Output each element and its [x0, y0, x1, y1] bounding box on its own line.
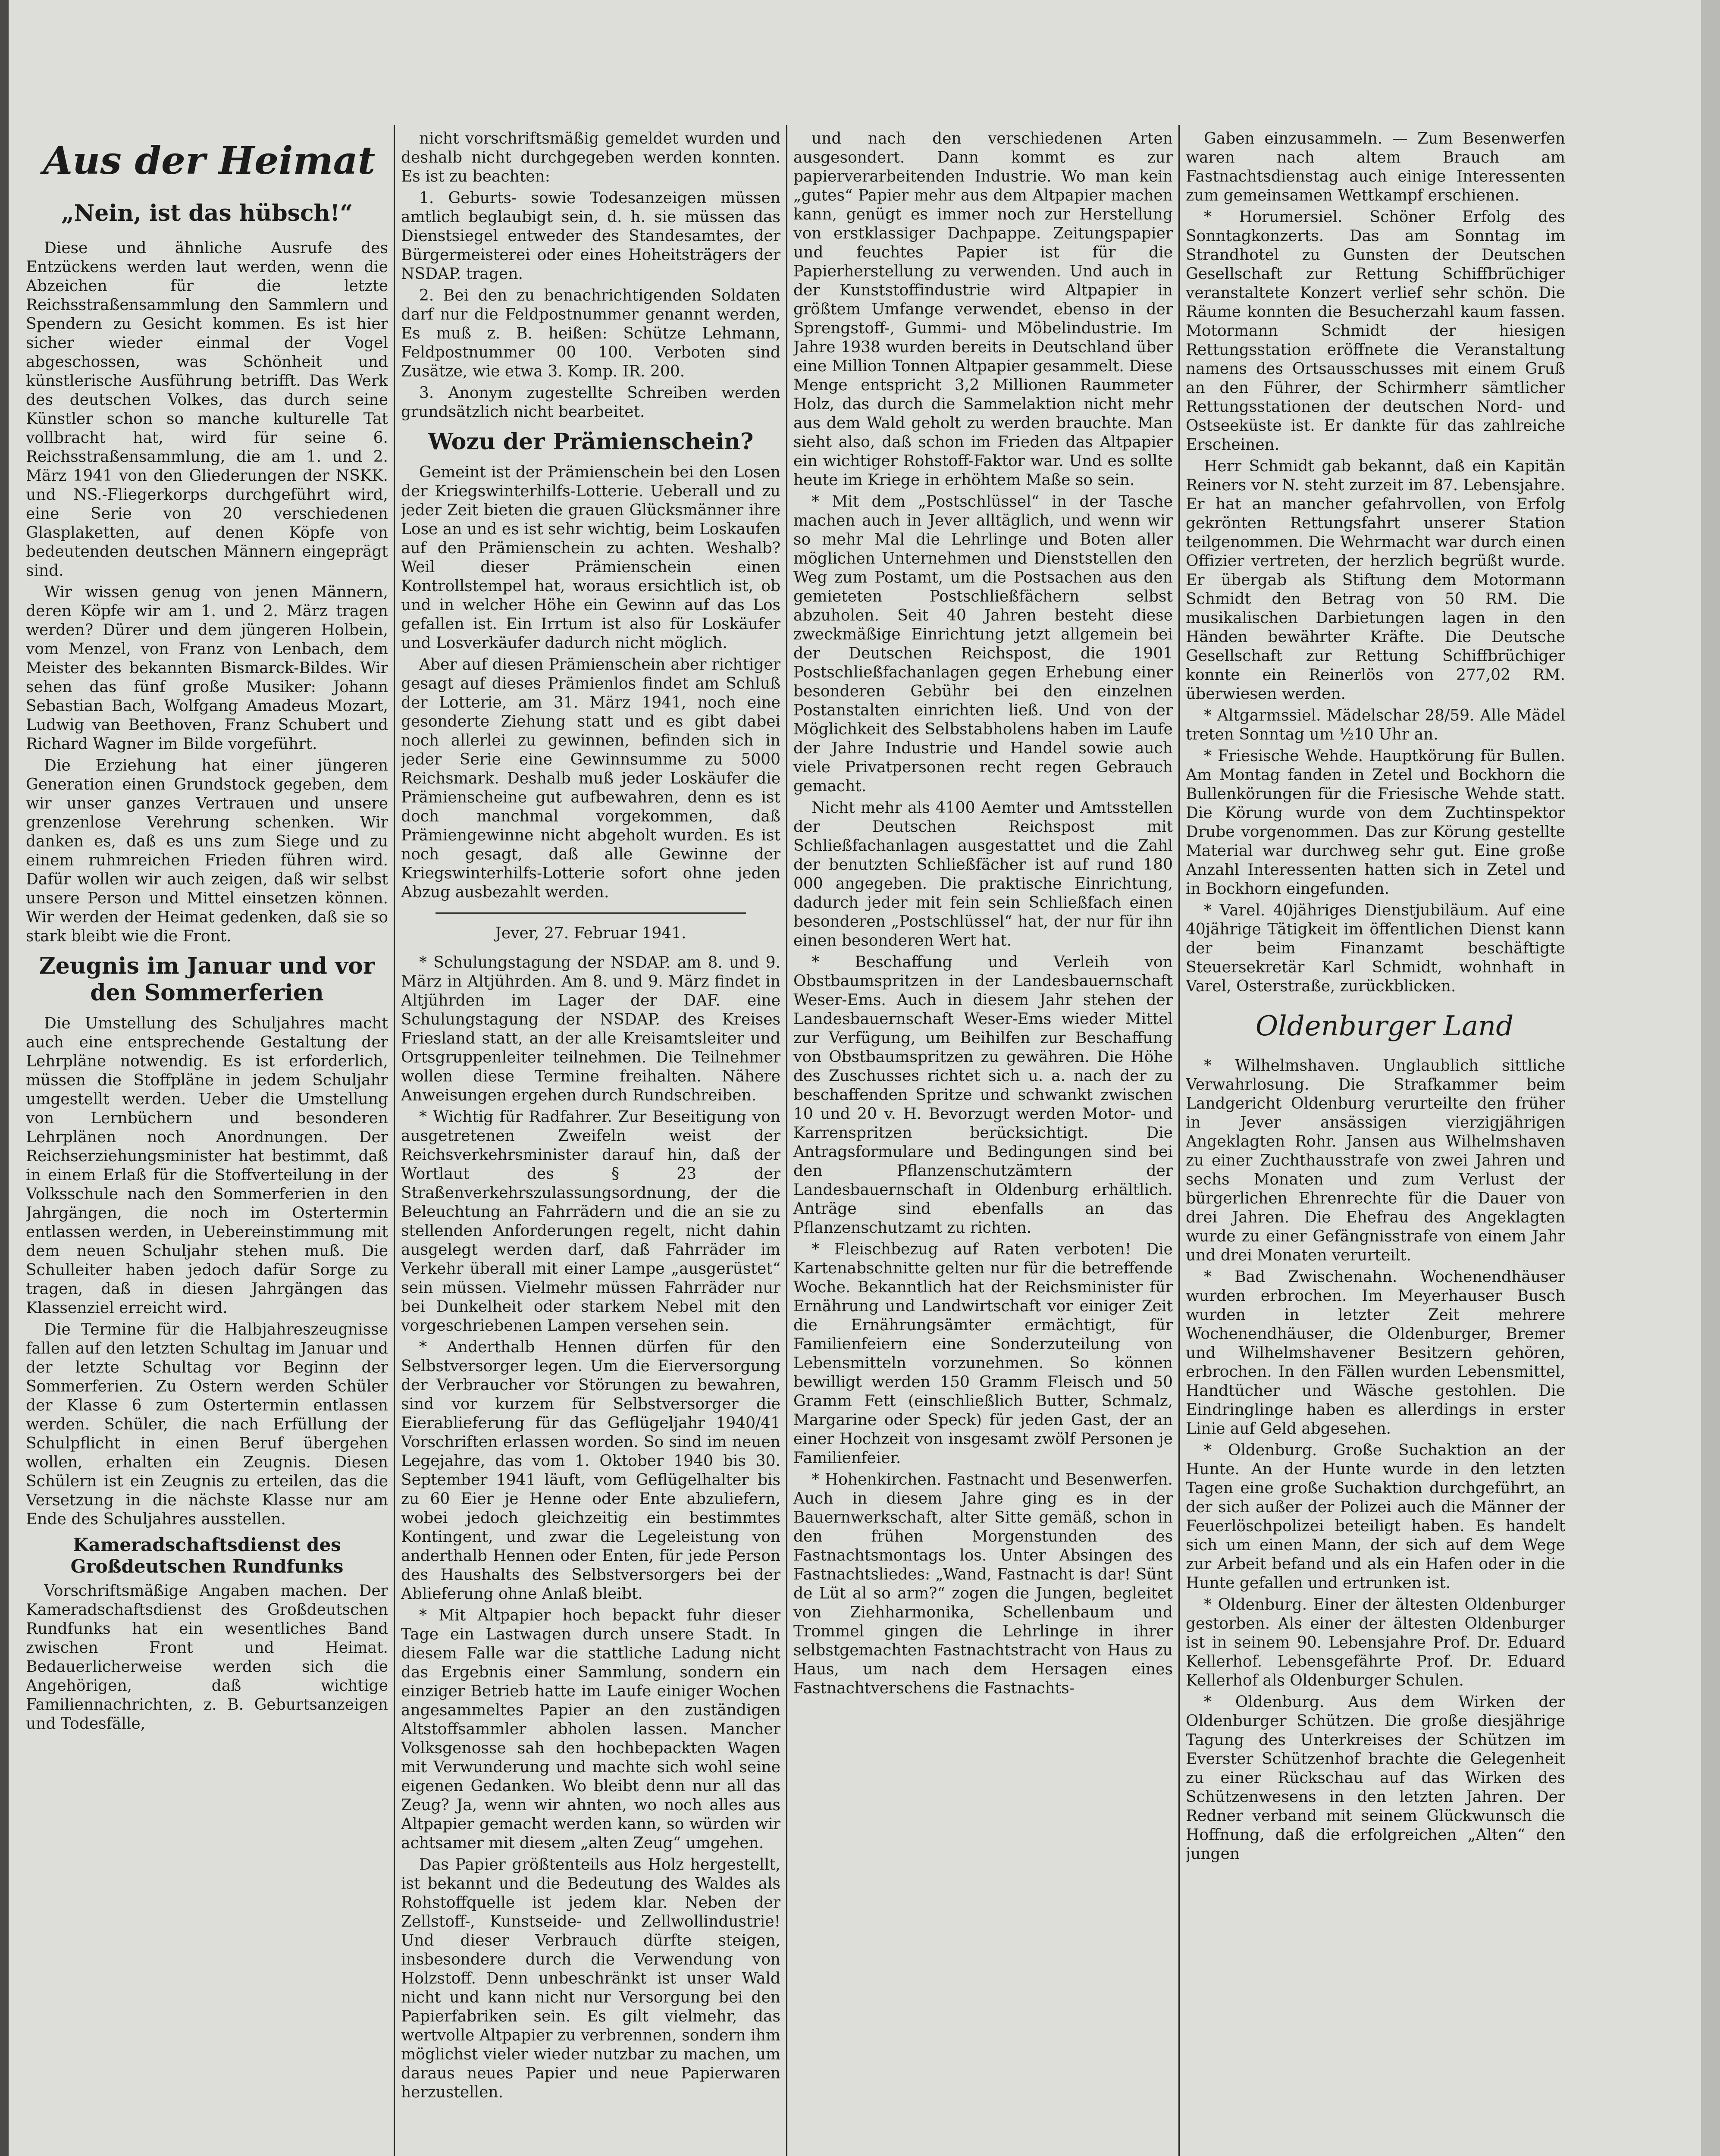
paragraph: * Wichtig für Radfahrer. Zur Beseitigung von ausgetretenen Zweifeln weist der Reichsverkehrsminister darauf hin, daß der Wortlaut des § 23 der Straßenverkehrszulassungsordnung, der die Beleuchtung an Fahrrädern und die an sie zu stellenden Anforderungen regelt, nicht dahin ausgelegt werden darf, daß Fahrräder im Verkehr überall mit einer Lampe „ausgerüstet“ sein müssen. Vielmehr müssen Fahrräder nur bei Dunkelheit oder starkem Nebel mit den vorgeschriebenen Lampen versehen sein.: [401, 1108, 780, 1335]
paragraph: 2. Bei den zu benachrichtigenden Soldaten darf nur die Feldpostnummer genannt werden, Es muß z. B. heißen: Schütze Lehmann, Feldpostnummer 00 100. Verboten sind Zusätze, wie etwa 3. Komp. IR. 200.: [401, 287, 780, 380]
article-title: Kameradschaftsdienst des Großdeutschen Rundfunks: [70, 1534, 344, 1577]
paragraph: * Mit Altpapier hoch bepackt fuhr dieser Tage ein Lastwagen durch unsere Stadt. In diesem Falle war die stattliche Ladung nicht das Ergebnis einer Sammlung, sondern ein einziger Betrieb hatte im Laufe einiger Wochen angesammeltes Papier an den zuständigen Altstoffsammler abholen lassen. Mancher Volksgenosse sah den hochbepackten Wagen mit Verwunderung und machte sich wohl seine eigenen Gedanken. Wo bleibt denn nur all das Zeug? Ja, wenn wir ahnten, wo noch alles aus Altpapier gemacht werden kann, so würden wir achtsamer mit diesem „alten Zeug“ umgehen.: [401, 1607, 780, 1852]
paragraph: * Schulungstagung der NSDAP. am 8. und 9. März in Altjührden. Am 8. und 9. März findet in Altjührden im Lager der DAF. eine Schulungstagung der NSDAP. des Kreises Friesland statt, an der alle Kreisamtsleiter und Ortsgruppenleiter teilnehmen. Die Teilnehmer wollen diese Termine freihalten. Nähere Anweisungen ergehen durch Rundschreiben.: [401, 954, 780, 1104]
newspaper-page: [9, 0, 1701, 2156]
paragraph: * Wilhelmshaven. Unglaublich sittliche Verwahrlosung. Die Strafkammer beim Landgericht Oldenburg verurteilte den früher in Jever ansässigen vierzigjährigen Angeklagten Rohr. Jansen aus Wilhelmshaven zu einer Zuchthausstrafe von zwei Jahren und sechs Monaten und zum Verlust der bürgerlichen Ehrenrechte für die Dauer von drei Jahren. Die Ehefrau des Angeklagten wurde zu einer Gefängnisstrafe von einem Jahr und drei Monaten verurteilt.: [1186, 1057, 1565, 1264]
paragraph: nicht vorschriftsmäßig gemeldet wurden und deshalb nicht durchgegeben werden konnten. Es ist zu beachten:: [401, 130, 780, 185]
paragraph: Herr Schmidt gab bekannt, daß ein Kapitän Reiners vor N. steht zurzeit im 87. Lebensjahre. Er hat an mancher gefahrvollen, von Erfolg gekrönten Rettungsfahrt unserer Station teilgenommen. Die Wehrmacht war durch einen Offizier vertreten, der herzlich begrüßt wurde. Er übergab als Stiftung dem Motormann Schmidt den Betrag von 50 RM. Die musikalischen Darbietungen lagen in den Händen bewährter Kräfte. Die Deutsche Gesellschaft zur Rettung Schiffbrüchiger konnte ein Reinerlös von 277,02 RM. überwiesen werden.: [1186, 458, 1565, 703]
divider: [435, 912, 746, 914]
paragraph: Das Papier größtenteils aus Holz hergestellt, ist bekannt und die Bedeutung des Waldes als Rohstoffquelle ist jedem klar. Neben der Zellstoff-, Kunstseide- und Zellwollindustrie! Und dieser Verbrauch dürfte steigen, insbesondere durch die Verwendung von Holzstoff. Denn unbeschränkt ist unser Wald nicht und kann nicht nur Versorgung bei den Papierfabriken sein. Es gilt vielmehr, das wertvolle Altpapier zu verbrennen, sondern ihm möglichst vieler wieder nutzbar zu machen, um daraus neues Papier und neue Papierwaren herzustellen.: [401, 1856, 780, 2101]
paragraph: Die Umstellung des Schuljahres macht auch eine entsprechende Gestaltung der Lehrpläne notwendig. Es ist erforderlich, müssen die Stoffpläne in jedem Schuljahr umgestellt werden. Ueber die Umstellung von Lernbüchern und besonderen Lehrplänen noch Anordnungen. Der Reichserziehungsminister hat bestimmt, daß in einem Erlaß für die Stoffverteilung in der Volksschule nach den Sommerferien in den Jahrgängen, die noch im Ostertermin entlassen werden, in Uebereinstimmung mit dem neuen Schuljahr stehen muß. Die Schulleiter haben jedoch dafür Sorge zu tragen, daß in diesen Jahrgängen das Klassenziel erreicht wird.: [26, 1015, 388, 1317]
paragraph: Nicht mehr als 4100 Aemter und Amtsstellen der Deutschen Reichspost mit Schließfachanlagen ausgestattet und die Zahl der benutzten Schließfächer ist auf rund 180 000 angegeben. Die praktische Einrichtung, dadurch jeder mit fein sein Schließfach einen besonderen „Postschlüssel“ hat, der nur für ihn einen besonderen Wert hat.: [793, 799, 1173, 950]
column-1: [26, 129, 388, 2156]
article-title: „Nein, ist das hübsch!“: [61, 200, 353, 226]
paragraph: * Fleischbezug auf Raten verboten! Die Kartenabschnitte gelten nur für die betreffende Woche. Bekanntlich hat der Reichsminister für Ernährung und Landwirtschaft vor einiger Zeit die Ernährungsämter ermächtigt, für Familienfeiern eine Sonderzuteilung von Lebensmitteln vorzunehmen. So können bewilligt werden 150 Gramm Fleisch und 50 Gramm Fett (einschließlich Butter, Schmalz, Margarine oder Speck) für jeden Gast, der an einer Hochzeit von insgesamt zwölf Personen je Familienfeier.: [793, 1241, 1173, 1467]
column-4: [1186, 129, 1565, 2156]
paragraph: * Varel. 40jähriges Dienstjubiläum. Auf eine 40jährige Tätigkeit im öffentlichen Dienst kann der beim Finanzamt beschäftigte Steuersekretär Karl Schmidt, wohnhaft in Varel, Osterstraße, zurückblicken.: [1186, 902, 1565, 995]
paragraph: Die Erziehung hat einer jüngeren Generation einen Grundstock gegeben, dem wir unser ganzes Vertrauen und unsere grenzenlose Verehrung schenken. Wir danken es, daß es uns zum Siege und zu einem ruhmreichen Frieden führen wird. Dafür wollen wir auch zeigen, daß wir selbst unsere Person und Mittel einsetzen können. Wir werden der Heimat gedenken, daß sie so stark bleibt wie die Front.: [26, 757, 388, 945]
paragraph: * Oldenburg. Große Suchaktion an der Hunte. An der Hunte wurde in den letzten Tagen eine große Suchaktion durchgeführt, an der sich außer der Polizei auch die Männer der Feuerlöschpolizei beteiligt haben. Es handelt sich um einen Mann, der sich auf dem Wege zur Arbeit befand und als ein Hafen oder in die Hunte gefallen und ertrunken ist.: [1186, 1442, 1565, 1592]
paragraph: * Anderthalb Hennen dürfen für den Selbstversorger legen. Um die Eierversorgung der Verbraucher vor Störungen zu bewahren, sind vor kurzem für Selbstversorger die Eierablieferung für das Geflügeljahr 1940/41 Vorschriften erlassen worden. So sind im neuen Legejahre, das vom 1. Oktober 1940 bis 30. September 1941 läuft, vom Geflügelhalter bis zu 60 Eier je Henne oder Ente abzuliefern, wobei jedoch gleichzeitig ein bestimmtes Kontingent, und zwar die Legeleistung von anderthalb Hennen oder Enten, für jede Person des Haushalts des Selbstversorgers bei der Ablieferung ohne Anlaß bleibt.: [401, 1338, 780, 1603]
dateline: Jever, 27. Februar 1941.: [495, 924, 686, 942]
paragraph: Die Termine für die Halbjahreszeugnisse fallen auf den letzten Schultag im Januar und der letzte Schultag vor Beginn der Sommerferien. Zu Ostern werden Schüler der Klasse 6 zum Ostertermin entlassen werden. Schüler, die nach Erfüllung der Schulpflicht in einen Beruf übergehen wollen, erhalten ein Zeugnis. Diesen Schülern ist ein Zeugnis zu erteilen, das die Versetzung in die nächste Klasse nur am Ende des Schuljahres ausstellen.: [26, 1321, 388, 1528]
column-rule: [1178, 125, 1180, 2156]
paragraph: * Bad Zwischenahn. Wochenendhäuser wurden erbrochen. Im Meyerhauser Busch wurden in letzter Zeit mehrere Wochenendhäuser, die Oldenburger, Bremer und Wilhelmshavener Besitzern gehören, erbrochen. In den Fällen wurden Lebensmittel, Handtücher und Wäsche gestohlen. Die Eindringlinge haben es allerdings in erster Linie auf Geld abgesehen.: [1186, 1268, 1565, 1438]
paragraph: * Mit dem „Postschlüssel“ in der Tasche machen auch in Jever alltäglich, und wenn wir so mehr Mal die Lehrlinge und Boten aller möglichen Unternehmen und Dienststellen den Weg zum Postamt, um die Postsachen aus den gemieteten Postschließfächern selbst abzuholen. Seit 40 Jahren besteht diese zweckmäßige Einrichtung jetzt allgemein bei der Deutschen Reichspost, die 1901 Postschließfachanlagen gegen Erhebung einer besonderen Gebühr bei den einzelnen Postanstalten einrichten ließ. Und von der Möglichkeit des Selbstabholens haben im Laufe der Jahre Industrie und Handel sowie auch viele Privatpersonen recht regen Gebrauch gemacht.: [793, 493, 1173, 795]
paragraph: Aber auf diesen Prämienschein aber richtiger gesagt auf dieses Prämienlos findet am Schluß der Lotterie, am 31. März 1941, noch eine gesonderte Ziehung statt und es gibt dabei noch allerlei zu gewinnen, befinden sich in jeder Serie eine Gewinnsumme zu 5000 Reichsmark. Deshalb muß jeder Loskäufer die Prämienscheine gut aufbewahren, denn es ist doch manchmal vorgekommen, daß Prämiengewinne nicht abgeholt wurden. Es ist noch gesagt, daß alle Gewinne der Kriegswinterhilfs-Lotterie sofort ohne jeden Abzug ausbezahlt werden.: [401, 656, 780, 901]
paragraph: 3. Anonym zugestellte Schreiben werden grundsätzlich nicht bearbeitet.: [401, 384, 780, 421]
column-2: [401, 129, 780, 2156]
paragraph: Gaben einzusammeln. — Zum Besenwerfen waren nach altem Brauch am Fastnachtsdienstag auch einige Interessenten zum gemeinsamen Wettkampf erschienen.: [1186, 130, 1565, 204]
article-title: Zeugnis im Januar und vor den Sommerferien: [39, 953, 375, 1006]
paragraph: * Hohenkirchen. Fastnacht und Besenwerfen. Auch in diesem Jahre ging es in der Bauernwerkschaft, alter Sitte gemäß, schon in den frühen Morgenstunden des Fastnachtsmontags los. Unter Absingen des Fastnachtsliedes: „Wand, Fastnacht is dar! Sünt de Lüt al so arm?“ zogen die Jungen, begleitet von Ziehharmonika, Schellenbaum und Trommel gingen die Lehrlinge in ihrer selbstgemachten Fastnachtstracht von Haus zu Haus, um nach dem Hersagen eines Fastnachtverschens die Fastnachts-: [793, 1471, 1173, 1697]
paragraph: * Altgarmssiel. Mädelschar 28/59. Alle Mädel treten Sonntag um ½10 Uhr an.: [1186, 707, 1565, 743]
paragraph: * Beschaffung und Verleih von Obstbaumspritzen in der Landesbauernschaft Weser-Ems. Auch in diesem Jahr stehen der Landesbauernschaft Weser-Ems wieder Mittel zur Verfügung, um Beihilfen zur Beschaffung von Obstbaumspritzen zu gewähren. Die Höhe des Zuschusses richtet sich u. a. nach der zu beschaffenden Spritze und schwankt zwischen 10 und 20 v. H. Bevorzugt werden Motor- und Karrenspritzen berücksichtigt. Die Antragsformulare und Bedingungen sind bei den Pflanzenschutzämtern der Landesbauernschaft in Oldenburg erhältlich. Anträge sind ebenfalls an das Pflanzenschutzamt zu richten.: [793, 953, 1173, 1237]
paragraph: Vorschriftsmäßige Angaben machen. Der Kameradschaftsdienst des Großdeutschen Rundfunks hat ein wesentliches Band zwischen Front und Heimat. Bedauerlicherweise werden sich die Angehörigen, daß wichtige Familiennachrichten, z. B. Geburtsanzeigen und Todesfälle,: [26, 1582, 388, 1733]
section-heading: Aus der Heimat: [43, 138, 376, 183]
column-rule: [786, 125, 787, 2156]
paragraph: Wir wissen genug von jenen Männern, deren Köpfe wir am 1. und 2. März tragen werden? Dürer und dem jüngeren Holbein, vom Menzel, von Franz von Lenbach, dem Meister des bekannten Bismarck-Bildes. Wir sehen das fünf große Musiker: Johann Sebastian Bach, Wolfgang Amadeus Mozart, Ludwig van Beethoven, Franz Schubert und Richard Wagner im Bilde vorgeführt.: [26, 583, 388, 753]
paragraph: * Horumersiel. Schöner Erfolg des Sonntagkonzerts. Das am Sonntag im Strandhotel zu Gunsten der Deutschen Gesellschaft zur Rettung Schiffbrüchiger veranstaltete Konzert verlief sehr schön. Die Räume konnten die Besucherzahl kaum fassen. Motormann Schmidt der hiesigen Rettungsstation eröffnete die Veranstaltung namens des Ortsausschusses mit einem Gruß an den Führer, der Schirmherr sämtlicher Rettungsstationen der deutschen Nord- und Ostseeküste ist. Er dankte für das zahlreiche Erscheinen.: [1186, 208, 1565, 454]
section-heading: Oldenburger Land: [1255, 1010, 1514, 1042]
column-3: [793, 129, 1173, 2156]
article-title: Wozu der Prämienschein?: [428, 429, 754, 455]
paragraph: und nach den verschiedenen Arten ausgesondert. Dann kommt es zur papierverarbeitenden Industrie. Wo man kein „gutes“ Papier mehr aus dem Altpapier machen kann, genügt es immer noch zur Herstellung von erstklassiger Dachpappe. Zeitungspapier und feuchtes Papier ist für die Papierherstellung zu verwenden. Und auch in der Kunststoffindustrie wird Altpapier in größtem Umfange verwendet, ebenso in der Sprengstoff-, Gummi- und Möbelindustrie. Im Jahre 1938 wurden bereits in Deutschland über eine Million Tonnen Altpapier gesammelt. Diese Menge entspricht 3,2 Millionen Raummeter Holz, das durch die Sammelaktion nicht mehr aus dem Wald geholt zu werden brauchte. Man sieht also, daß schon im Frieden das Altpapier ein wichtiger Rohstoff-Faktor war. Und es sollte heute im Kriege in erhöhtem Maße so sein.: [793, 130, 1173, 489]
paragraph: * Friesische Wehde. Hauptkörung für Bullen. Am Montag fanden in Zetel und Bockhorn die Bullenkörungen für die Friesische Wehde statt. Die Körung wurde von dem Zuchtinspektor Drube vorgenommen. Das zur Körung gestellte Material war durchweg sehr gut. Eine große Anzahl Interessenten hatten sich in Zetel und in Bockhorn eingefunden.: [1186, 747, 1565, 898]
paragraph: * Oldenburg. Einer der ältesten Oldenburger gestorben. Als einer der ältesten Oldenburger ist in seinem 90. Lebensjahre Prof. Dr. Eduard Kellerhof. Lebensgefährte Prof. Dr. Eduard Kellerhof als Oldenburger Schulen.: [1186, 1596, 1565, 1689]
paragraph: 1. Geburts- sowie Todesanzeigen müssen amtlich beglaubigt sein, d. h. sie müssen das Dienstsiegel entweder des Standesamtes, der Bürgermeisterei oder eines Hoheitsträgers der NSDAP. tragen.: [401, 189, 780, 283]
column-rule: [394, 125, 395, 2156]
paragraph: Diese und ähnliche Ausrufe des Entzückens werden laut werden, wenn die Abzeichen für die letzte Reichsstraßensammlung den Sammlern und Spendern zu Gesicht kommen. Es ist hier sicher wieder einmal der Vogel abgeschossen, was Schönheit und künstlerische Ausführung betrifft. Das Werk des deutschen Volkes, das durch seine Künstler schon so manche kulturelle Tat vollbracht hat, wird für seine 6. Reichsstraßensammlung, die am 1. und 2. März 1941 von den Gliederungen der NSKK. und NS.-Fliegerkorps durchgeführt wird, eine Serie von 20 verschiedenen Glasplaketten, auf denen Köpfe von bedeutenden deutschen Männern eingeprägt sind.: [26, 239, 388, 580]
paragraph: Gemeint ist der Prämienschein bei den Losen der Kriegswinterhilfs-Lotterie. Ueberall und zu jeder Zeit bieten die grauen Glücksmänner ihre Lose an und es ist sehr wichtig, beim Loskaufen auf den Prämienschein zu achten. Weshalb? Weil dieser Prämienschein einen Kontrollstempel hat, woraus ersichtlich ist, ob und in welcher Höhe ein Gewinn auf das Los gefallen ist. Ein Irrtum ist also für Loskäufer und Losverkäufer dadurch nicht möglich.: [401, 464, 780, 652]
paragraph: * Oldenburg. Aus dem Wirken der Oldenburger Schützen. Die große diesjährige Tagung des Unterkreises der Schützen im Everster Schützenhof brachte die Gelegenheit zu einer Rückschau auf das Wirken des Schützenwesens in den letzten Jahren. Der Redner verband mit seinem Glückwunsch die Hoffnung, daß die erfolgreichen „Alten“ den jungen: [1186, 1693, 1565, 1863]
